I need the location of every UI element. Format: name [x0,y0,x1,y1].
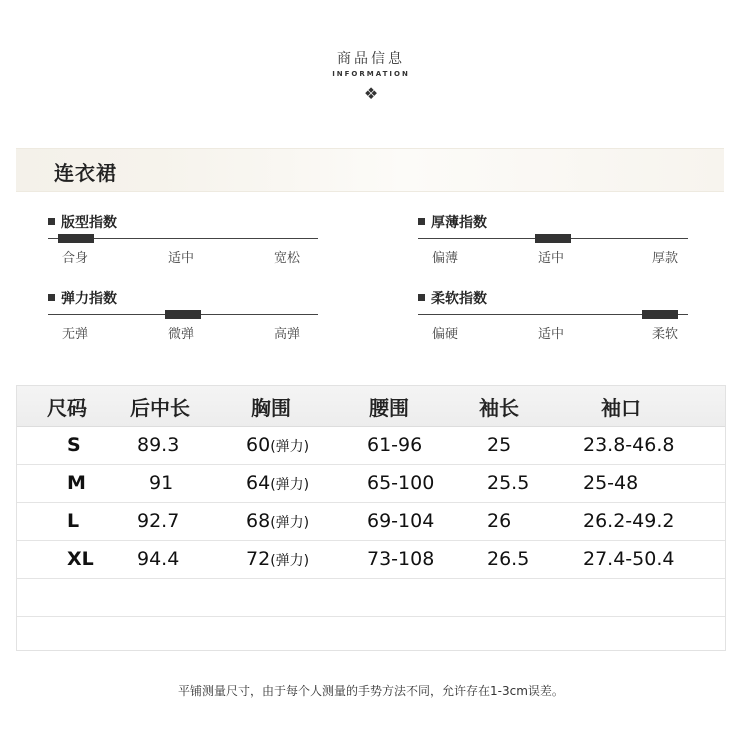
softness-index [418,288,688,358]
cell-size: XL [67,548,94,570]
fit-index [48,212,318,282]
index-title: 柔软指数 [431,291,487,307]
measurement-note: 平铺测量尺寸，由于每个人测量的手势方法不同，允许存在1-3cm误差。 [178,684,564,698]
elasticity-index [48,288,318,358]
table-row-empty [17,579,725,617]
bullet-square-icon [418,294,425,301]
header-size: 尺码 [47,396,87,420]
index-label-mid: 微弹 [168,327,195,342]
bullet-square-icon [48,294,55,301]
header-length: 后中长 [130,396,190,420]
table-row [17,427,725,465]
cell-waist: 69-104 [367,510,435,532]
cell-cuff: 25-48 [583,472,639,494]
cell-sleeve: 25.5 [487,472,530,494]
index-label-low: 偏硬 [432,327,459,342]
cell-cuff: 23.8-46.8 [583,434,675,456]
chest-value: 64 [246,472,271,494]
thickness-index [418,212,688,282]
cell-size: L [67,510,80,532]
chest-value: 60 [246,434,271,456]
cell-length: 94.4 [137,548,180,570]
index-label-high: 宽松 [274,251,301,266]
table-row [17,541,725,579]
cell-waist: 61-96 [367,434,423,456]
table-row [17,465,725,503]
index-marker [165,310,201,319]
section-title: 商品信息 [337,51,405,67]
product-name-bar [16,148,724,192]
section-subtitle: INFORMATION [332,70,410,78]
chest-note: (弹力) [270,553,310,569]
index-label-low: 无弹 [62,327,89,342]
cell-size: S [67,434,81,456]
bullet-square-icon [418,218,425,225]
index-marker [642,310,678,319]
chest-note: (弹力) [270,477,310,493]
chest-note: (弹力) [270,515,310,531]
cell-cuff: 26.2-49.2 [583,510,675,532]
index-title: 厚薄指数 [431,215,487,231]
header-sleeve: 袖长 [479,396,519,420]
index-label-mid: 适中 [168,251,195,266]
header-chest: 胸围 [251,396,291,420]
bullet-square-icon [48,218,55,225]
cell-length: 91 [149,472,174,494]
index-title: 版型指数 [61,215,117,231]
cell-length: 92.7 [137,510,180,532]
cell-chest [246,434,309,456]
header-waist: 腰围 [369,396,409,420]
chest-note: (弹力) [270,439,310,455]
index-marker [58,234,94,243]
cell-chest [246,510,309,532]
cell-chest [246,548,309,570]
header-cuff: 袖口 [601,396,641,420]
cell-chest [246,472,309,494]
chest-value: 72 [246,548,271,570]
index-label-low: 合身 [62,251,89,266]
cell-length: 89.3 [137,434,180,456]
table-row [17,503,725,541]
product-name: 连衣裙 [54,161,117,185]
index-label-high: 柔软 [652,327,679,342]
cell-sleeve: 26 [487,510,512,532]
cell-waist: 65-100 [367,472,435,494]
cell-waist: 73-108 [367,548,435,570]
index-label-mid: 适中 [538,327,565,342]
cell-sleeve: 25 [487,434,512,456]
index-label-high: 高弹 [274,327,301,342]
chest-value: 68 [246,510,271,532]
table-header [17,386,725,427]
index-marker [535,234,571,243]
index-label-mid: 适中 [538,251,565,266]
cell-cuff: 27.4-50.4 [583,548,675,570]
cell-sleeve: 26.5 [487,548,530,570]
index-label-low: 偏薄 [432,251,459,266]
size-table [16,385,726,651]
diamond-ornament-icon: ❖ [363,84,379,103]
index-label-high: 厚款 [652,251,679,266]
index-title: 弹力指数 [61,291,117,307]
cell-size: M [67,472,86,494]
